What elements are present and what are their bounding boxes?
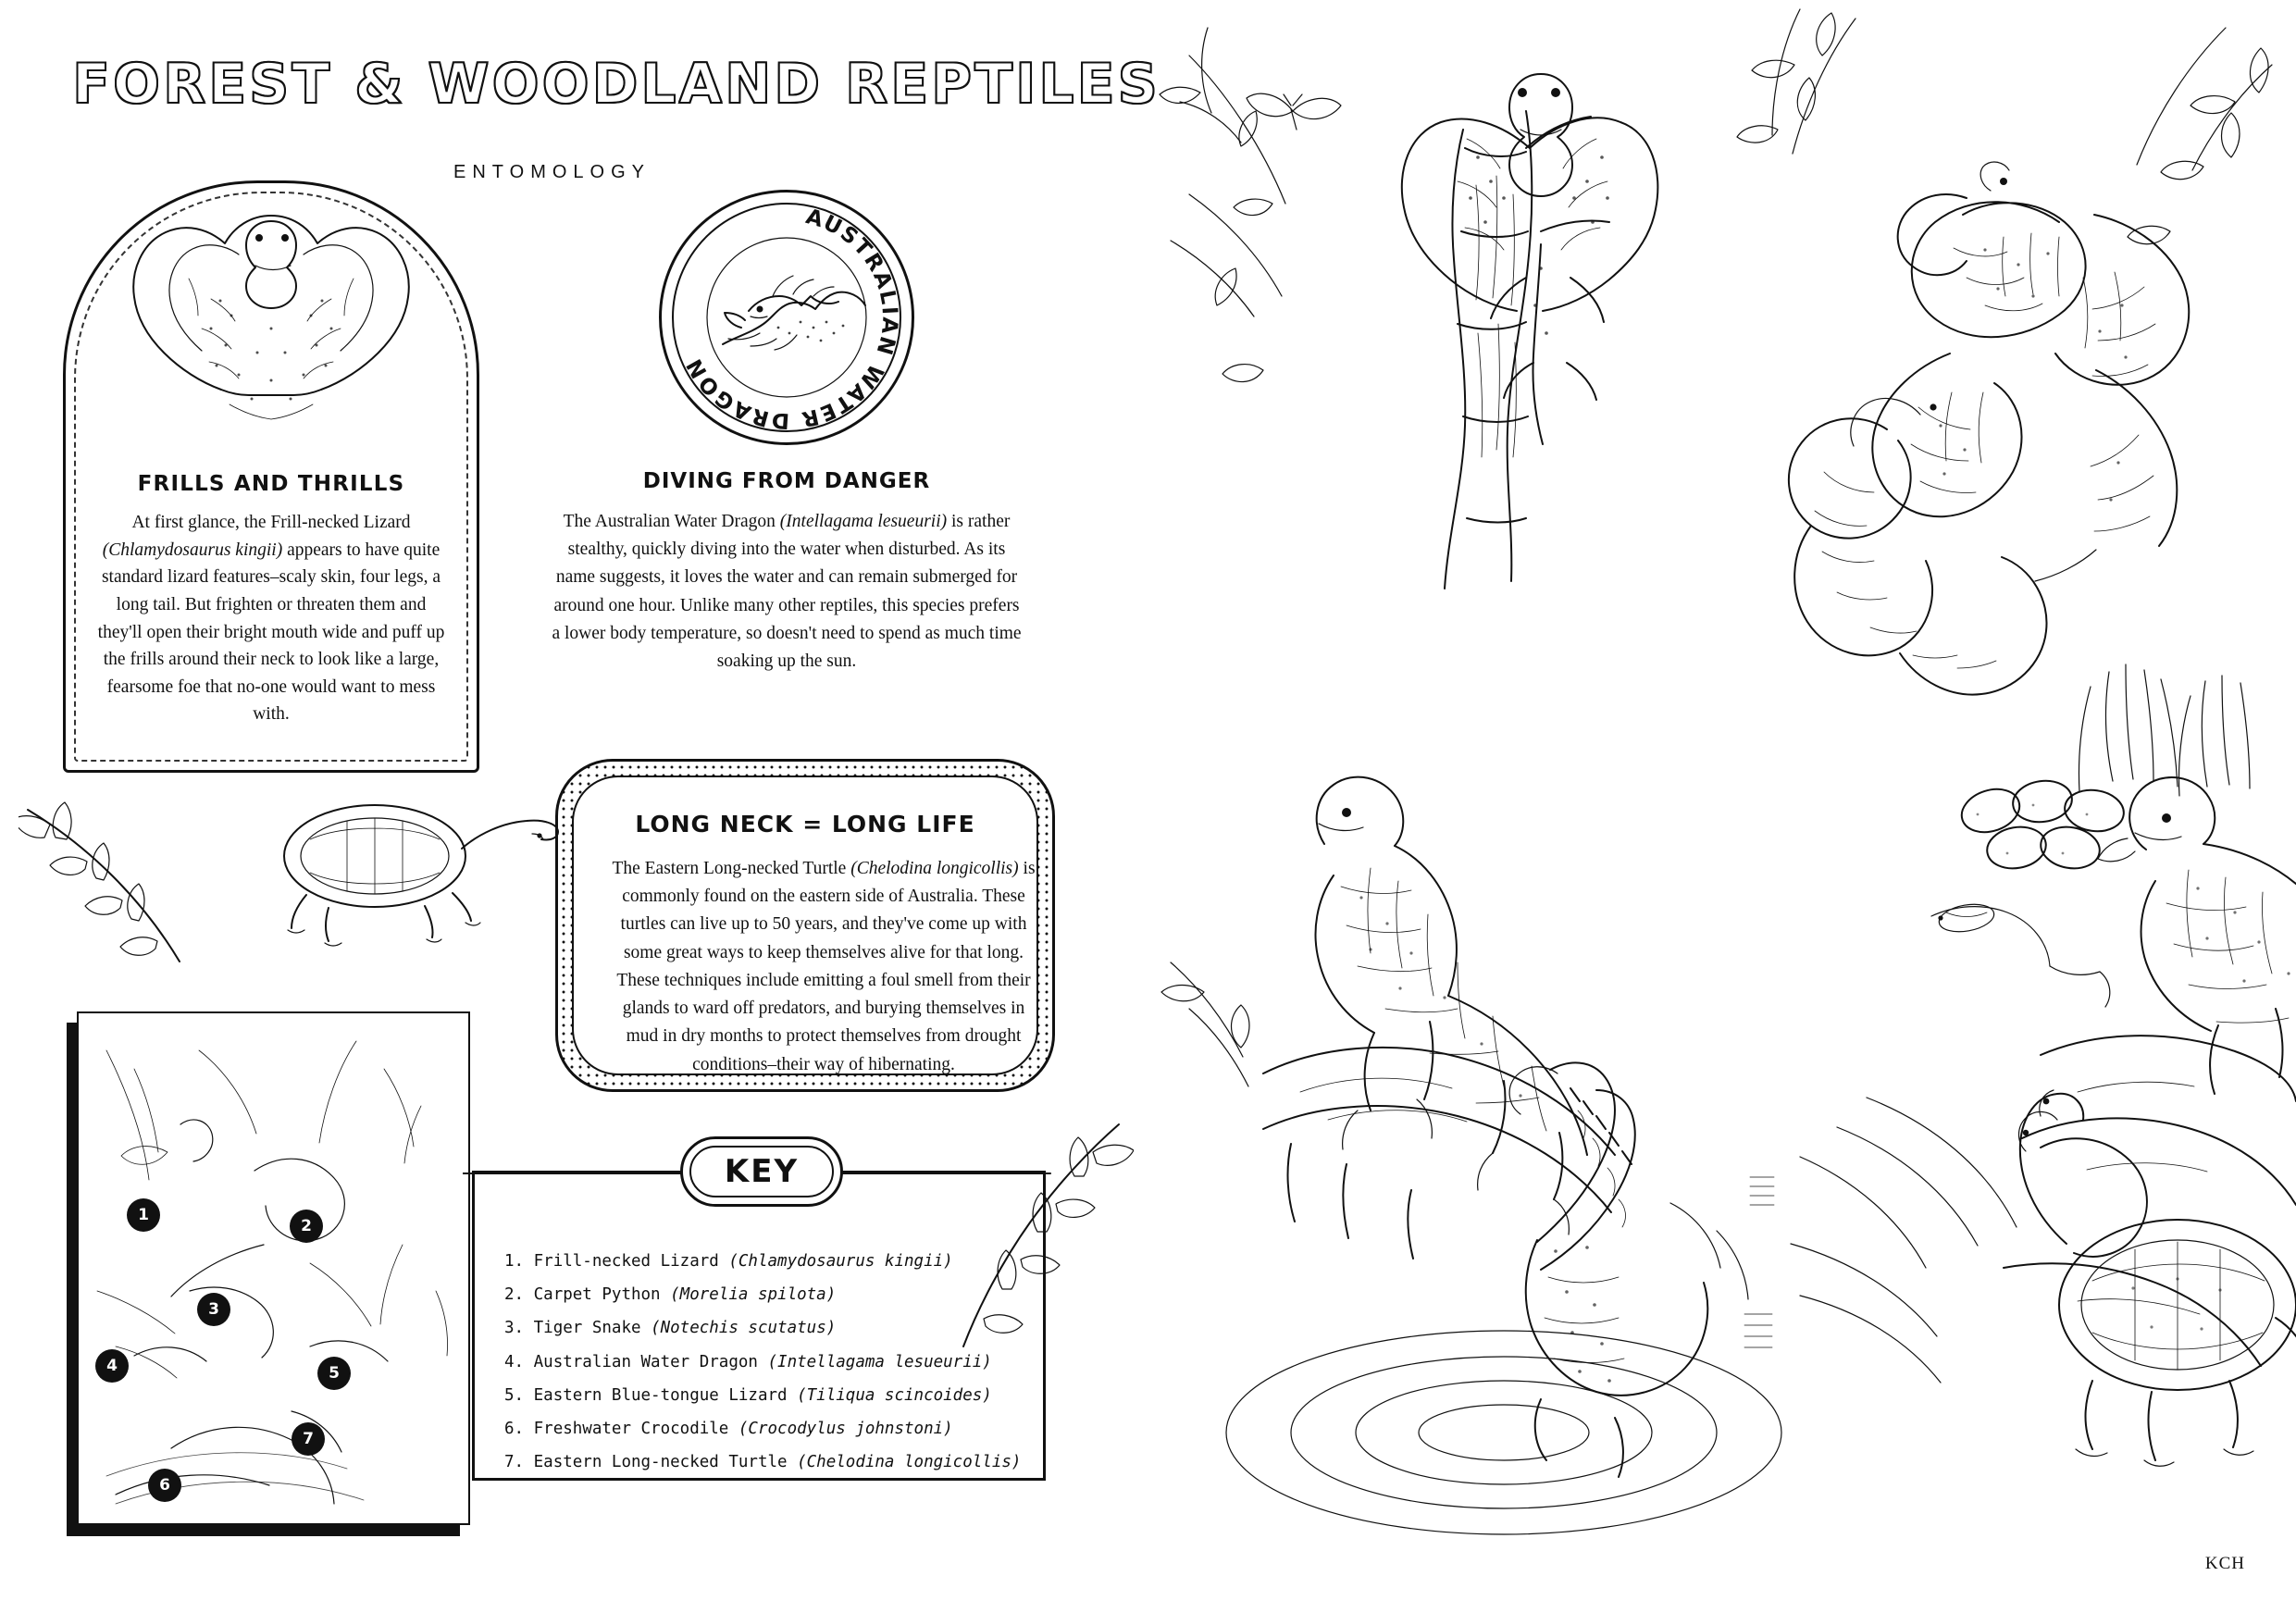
small-snake-bottom-right [2019,1111,2147,1256]
long-neck-text-b: is commonly found on the eastern side of Australia. These turtles can live up to 50 years, and they've come up with some great ways to keep themselves alive for that long. These techniques include emitting a foul smell from their glands to ward off predators, and burying themselves in mud in dry months to protect themselves from drought conditions–their way of hibernating. [616,859,1036,1074]
snake-eggs [1956,777,2127,873]
frill-necked-lizard-head-icon [100,190,442,458]
long-neck-text-sci: (Chelodina longicollis) [850,859,1019,878]
key-item-number: 7. [504,1453,525,1472]
key-item-common: Frill-necked Lizard [533,1252,719,1271]
key-item-common: Carpet Python [533,1285,661,1305]
key-item-scientific: (Crocodylus johnstoni) [738,1420,953,1439]
frill-necked-lizard-on-branch [1402,74,1658,444]
artist-signature: KCH [2204,1554,2245,1573]
key-list-item [504,1445,1041,1479]
trunk-texture [1476,176,1516,457]
key-item-number: 6. [504,1420,525,1439]
thumbnail-marker[interactable]: 4 [95,1349,129,1383]
long-neck-body [611,855,1036,1079]
eastern-blue-tongue-lizard [2098,777,2296,1094]
key-list-item [504,1311,1041,1345]
long-neck-text-a: The Eastern Long-necked Turtle [612,859,851,878]
key-title-pill [680,1136,843,1207]
key-connector-line [463,1164,703,1183]
key-item-common: Freshwater Crocodile [533,1420,729,1439]
key-connector-line [828,1164,1060,1183]
diving-text-a: The Australian Water Dragon [563,512,780,531]
key-item-common: Australian Water Dragon [533,1352,758,1371]
key-item-number: 1. [504,1252,525,1271]
hatchling-snake [1931,900,2110,1007]
australian-water-dragon-badge [659,190,914,445]
australian-water-dragon-on-log [1263,777,1615,1259]
thumbnail-marker[interactable]: 2 [290,1210,323,1243]
key-item-number: 5. [504,1385,525,1405]
grass-tufts [2079,664,2251,796]
frills-text-a: At first glance, the Frill-necked Lizard [131,513,411,532]
key-item-common: Tiger Snake [533,1319,641,1338]
frills-and-thrills-panel [63,180,479,773]
key-item-common: Eastern Long-necked Turtle [533,1453,788,1472]
rock-ledge [2004,1036,2296,1366]
thumbnail-marker[interactable]: 7 [292,1422,325,1456]
thumbnail-marker[interactable]: 6 [148,1469,181,1502]
long-neck-heading: LONG NECK = LONG LIFE [635,811,975,838]
key-list-item [504,1379,1041,1412]
eastern-long-necked-turtle-on-rock [2020,1090,2296,1466]
diving-body [541,508,1032,676]
carpet-python-coiled-in-tree [1872,162,2189,546]
key-item-common: Eastern Blue-tongue Lizard [533,1385,788,1405]
rock-texture [2078,1082,2207,1314]
thumbnail-marker[interactable]: 1 [127,1198,160,1232]
butterfly-icon [1247,93,1341,130]
key-item-scientific: (Intellagama lesueurii) [767,1352,992,1371]
tiger-snake-on-ground [1789,398,2096,694]
diving-heading: DIVING FROM DANGER [642,469,931,493]
page-title: FOREST & WOODLAND REPTILES [72,52,1160,117]
frills-text-sci: (Chlamydosaurus kingii) [102,540,283,560]
key-item-scientific: (Morelia spilota) [670,1285,837,1305]
frills-panel-body [93,509,450,728]
key-item-scientific: (Chelodina longicollis) [797,1453,1022,1472]
frills-text-b: appears to have quite standard lizard features–scaly skin, four legs, a long tail. But frighten or threaten them and they'll open their bright mouth wide and puff up the frills around their neck to look like a large, fearsome foe that no-one would want to mess with. [97,540,445,725]
eastern-long-necked-turtle-icon [254,782,560,967]
page-subtitle: ENTOMOLOGY [453,162,651,182]
long-neck-panel-inner [572,775,1038,1075]
scene-thumbnail[interactable] [77,1011,470,1525]
foliage-upper-right [1737,9,2272,244]
diving-text-sci: (Intellagama lesueurii) [779,512,948,531]
key-item-number: 3. [504,1319,525,1338]
foliage-branch-icon [19,782,213,976]
key-item-scientific: (Notechis scutatus) [651,1319,837,1338]
key-title: KEY [724,1153,800,1190]
thumbnail-marker[interactable]: 3 [197,1293,230,1326]
diving-text-b: is rather stealthy, quickly diving into the water when disturbed. As its name suggests, it loves the water and can remain submerged for around one hour. Unlike many other reptiles, this species prefers a lower body temperature, so doesn't need to spend as much time soaking up the sun. [552,512,1022,672]
diving-from-danger-block [541,190,1032,676]
freshwater-crocodile-in-water [1509,1062,1748,1477]
key-list-item [504,1245,1041,1278]
right-page-illustration [1152,0,2296,1613]
key-list-item [504,1278,1041,1311]
key-item-scientific: (Chlamydosaurus kingii) [728,1252,953,1271]
thumbnail-marker[interactable]: 5 [317,1357,351,1390]
key-list [504,1245,1041,1480]
key-list-item [504,1412,1041,1445]
badge-ring-label: AUSTRALIAN WATER DRAGON [681,205,902,433]
foliage-upper-left [1160,28,1285,382]
key-list-item [504,1346,1041,1379]
frills-panel-heading: FRILLS AND THRILLS [137,472,405,496]
long-neck-long-life-panel [555,759,1055,1092]
tree-trunk [1445,111,1609,589]
key-item-scientific: (Tiliqua scincoides) [797,1385,992,1405]
key-item-number: 4. [504,1352,525,1371]
key-item-number: 2. [504,1285,525,1305]
foliage-bottom-left [1161,962,1249,1086]
texture-marks [1744,1177,1774,1347]
